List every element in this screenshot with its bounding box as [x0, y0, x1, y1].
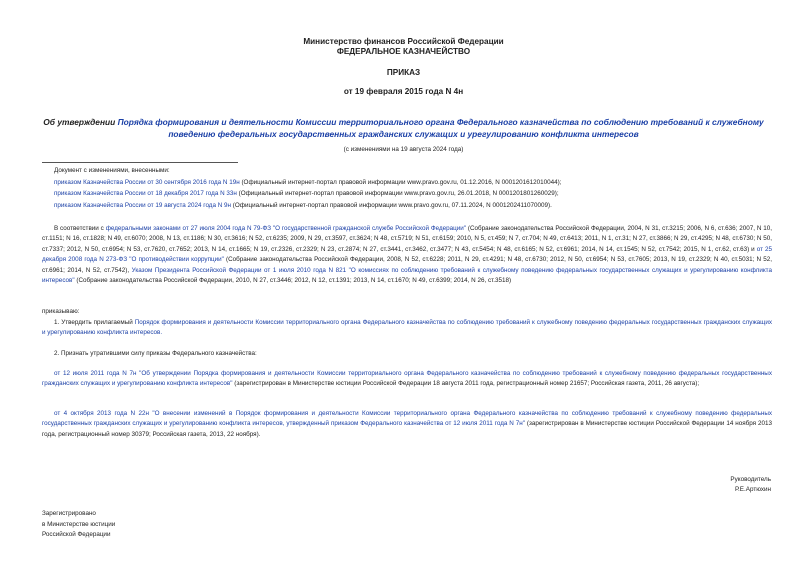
order-7n-link[interactable]: от 12 июля 2011 года N 7н "Об утверждении Порядка формирования и деятельности Комиссии территориального органа Федерального казначейства по соблюдению требований к служебному поведению федеральных государственных гражданских служащих и урегулированию конфликта интересов"	[42, 370, 772, 388]
amendment-link[interactable]: приказом Казначейства России от 30 сентября 2016 года N 19н	[54, 178, 240, 186]
signatory-name: Р.Е.Артюхин	[735, 486, 771, 493]
federal-law-79-link[interactable]: федеральными законами от 27 июля 2004 года N 79-ФЗ "О государственной гражданской службе Российской Федерации"	[105, 225, 467, 232]
amendment-link[interactable]: приказом Казначейства России от 19 августа 2024 года N 9н	[54, 201, 232, 209]
amendments-block	[54, 165, 754, 211]
doc-date-number: от 19 февраля 2015 года N 4н	[343, 87, 464, 96]
divider	[42, 162, 238, 163]
title-prefix: Об утверждении	[43, 117, 118, 127]
approved-procedure-link[interactable]: Порядок формирования и деятельности Комиссии территориального органа Федерального казначейства по соблюдению требований к служебному поведению федеральных государственных гражданских служащих и урегулированию конфликта интересов.	[42, 319, 773, 337]
amendment-item: приказом Казначейства России от 19 августа 2024 года N 9н (Официальный интернет-портал правовой информации www.pravo.gov.ru, 07.11.2024, N 0001202411070009).	[54, 201, 552, 209]
signatory-role: Руководитель	[730, 476, 771, 483]
ministry-heading: Министерство финансов Российской Федерации	[303, 37, 504, 46]
item-1-paragraph: 1. Утвердить прилагаемый Порядок формирования и деятельности Комиссии территориального органа Федерального казначейства по соблюдению требований к служебному поведению федеральных государственных гражданских служащих и урегулированию конфликта интересов.	[42, 319, 773, 337]
doc-type-heading: ПРИКАЗ	[386, 68, 421, 77]
signature-block	[730, 475, 771, 495]
amendments-heading: Документ с изменениями, внесенными:	[54, 167, 170, 174]
federal-law-273-link[interactable]: от 25 декабря 2008 года N 273-ФЗ "О противодействии коррупции"	[42, 245, 772, 264]
amendment-item: приказом Казначейства России от 30 сентября 2016 года N 19н (Официальный интернет-портал правовой информации www.pravo.gov.ru, 01.12.2016, N 0001201612010044);	[54, 178, 562, 186]
presidential-decree-link[interactable]: Указом Президента Российской Федерации от 1 июля 2010 года N 821 "О комиссиях по соблюдению требований к служебному поведению федеральных государственных служащих и урегулированию конфликта интересов"	[42, 266, 772, 285]
preamble-paragraph: В соответствии с федеральными законами от 27 июля 2004 года N 79-ФЗ "О государственной гражданской службе Российской Федерации" (Собрание законодательства Российской Федерации, 2004, N 31, ст.3215; 2006, N 6, ст.636; 2007, N 10, ст.1151; N 16, ст.1828; N 49, ст.6070; 2008, N 13, ст.1186; N 30, ст.3616; N 52, ст.6235; 2009, N 29, ст.3597, ст.3624; N 48, ст.5719; N 51, ст.6159; 2010, N 5, ст.459; N 7, ст.704; N 49, ст.6413; 2011, N 1, ст.31; N 27, ст.3866; N 29, ст.4295; N 48, ст.6730; N 50, ст.7337; 2012, N 50, ст.6954; N 53, ст.7620, ст.7652; 2013, N 14, ст.1665; N 19, ст.2326, ст.2329; N 23, ст.2874; N 27, ст.3441, ст.3462, ст.3477; N 43, ст.5454; N 48, ст.6165; N 52, ст.6961; 2014, N 14, ст.1545; N 52, ст.7542; 2015, N 1, ст.62, ст.63) и от 25 декабря 2008 года N 273-ФЗ "О противодействии коррупции" (Собрание законодательства Российской Федерации, 2008, N 52, ст.6228; 2011, N 29, ст.4291; N 48, ст.6730; 2012, N 50, ст.6954; N 53, ст.7605; 2013, N 19, ст.2329; N 40, ст.5031; N 52, ст.6961; 2014, N 52, ст.7542), Указом Президента Российской Федерации от 1 июля 2010 года N 821 "О комиссиях по соблюдению требований к служебному поведению федеральных государственных служащих и урегулированию конфликта интересов" (Собрание законодательства Российской Федерации, 2010, N 27, ст.3446; 2012, N 12, ст.1391; 2013, N 14, ст.1670; N 49, ст.6399; 2014, N 26, ст.3518)	[42, 225, 773, 285]
registration-block: Зарегистрировано в Министерстве юстиции Российской Федерации	[42, 510, 116, 538]
repealed-order-7n: от 12 июля 2011 года N 7н "Об утверждении Порядка формирования и деятельности Комиссии территориального органа Федерального казначейства по соблюдению требований к служебному поведению федеральных государственных гражданских служащих и урегулированию конфликта интересов" (зарегистрирован в Министерстве юстиции Российской Федерации 18 августа 2011 года, регистрационный номер 21657; Российская газета, 2011, 26 августа);	[42, 370, 772, 388]
repealed-order-22n: от 4 октября 2013 года N 22н "О внесении изменений в Порядок формирования и деятельности Комиссии территориального органа Федерального казначейства по соблюдению требований к служебному поведению федеральных государственных гражданских служащих и урегулированию конфликта интересов, утвержденный приказом Федерального казначейства от 12 июля 2011 года N 7н" (зарегистрирован в Министерстве юстиции Российской Федерации 14 ноября 2013 года, регистрационный номер 30379; Российская газета, 2013, 22 ноября).	[42, 410, 772, 438]
agency-heading: ФЕДЕРАЛЬНОЕ КАЗНАЧЕЙСТВО	[336, 47, 471, 56]
order-22n-link[interactable]: от 4 октября 2013 года N 22н "О внесении изменений в Порядок формирования и деятельности Комиссии территориального органа Федерального казначейства по соблюдению требований к служебному поведению федеральных государственных гражданских служащих и урегулированию конфликта интересов, утвержденный приказом Федерального казначейства от 12 июля 2011 года N 7н"	[42, 410, 772, 428]
amendment-link[interactable]: приказом Казначейства России от 18 декабря 2017 года N 33н	[54, 190, 237, 197]
title-order-link[interactable]: Порядка формирования и деятельности Комиссии территориального органа Федерального казначейства по соблюдению требований к служебному поведению федеральных государственных гражданских служащих и урегулированию конфликта интересов	[117, 117, 764, 139]
amendment-item: приказом Казначейства России от 18 декабря 2017 года N 33н (Официальный интернет-портал правовой информации www.pravo.gov.ru, 26.01.2018, N 0001201801260029);	[54, 190, 559, 197]
doc-title	[36, 116, 771, 140]
order-word: приказываю:	[42, 308, 80, 315]
item-2-paragraph: 2. Признать утратившими силу приказы Федерального казначейства:	[54, 350, 257, 357]
edition-note: (с изменениями на 19 августа 2024 года)	[343, 146, 464, 153]
